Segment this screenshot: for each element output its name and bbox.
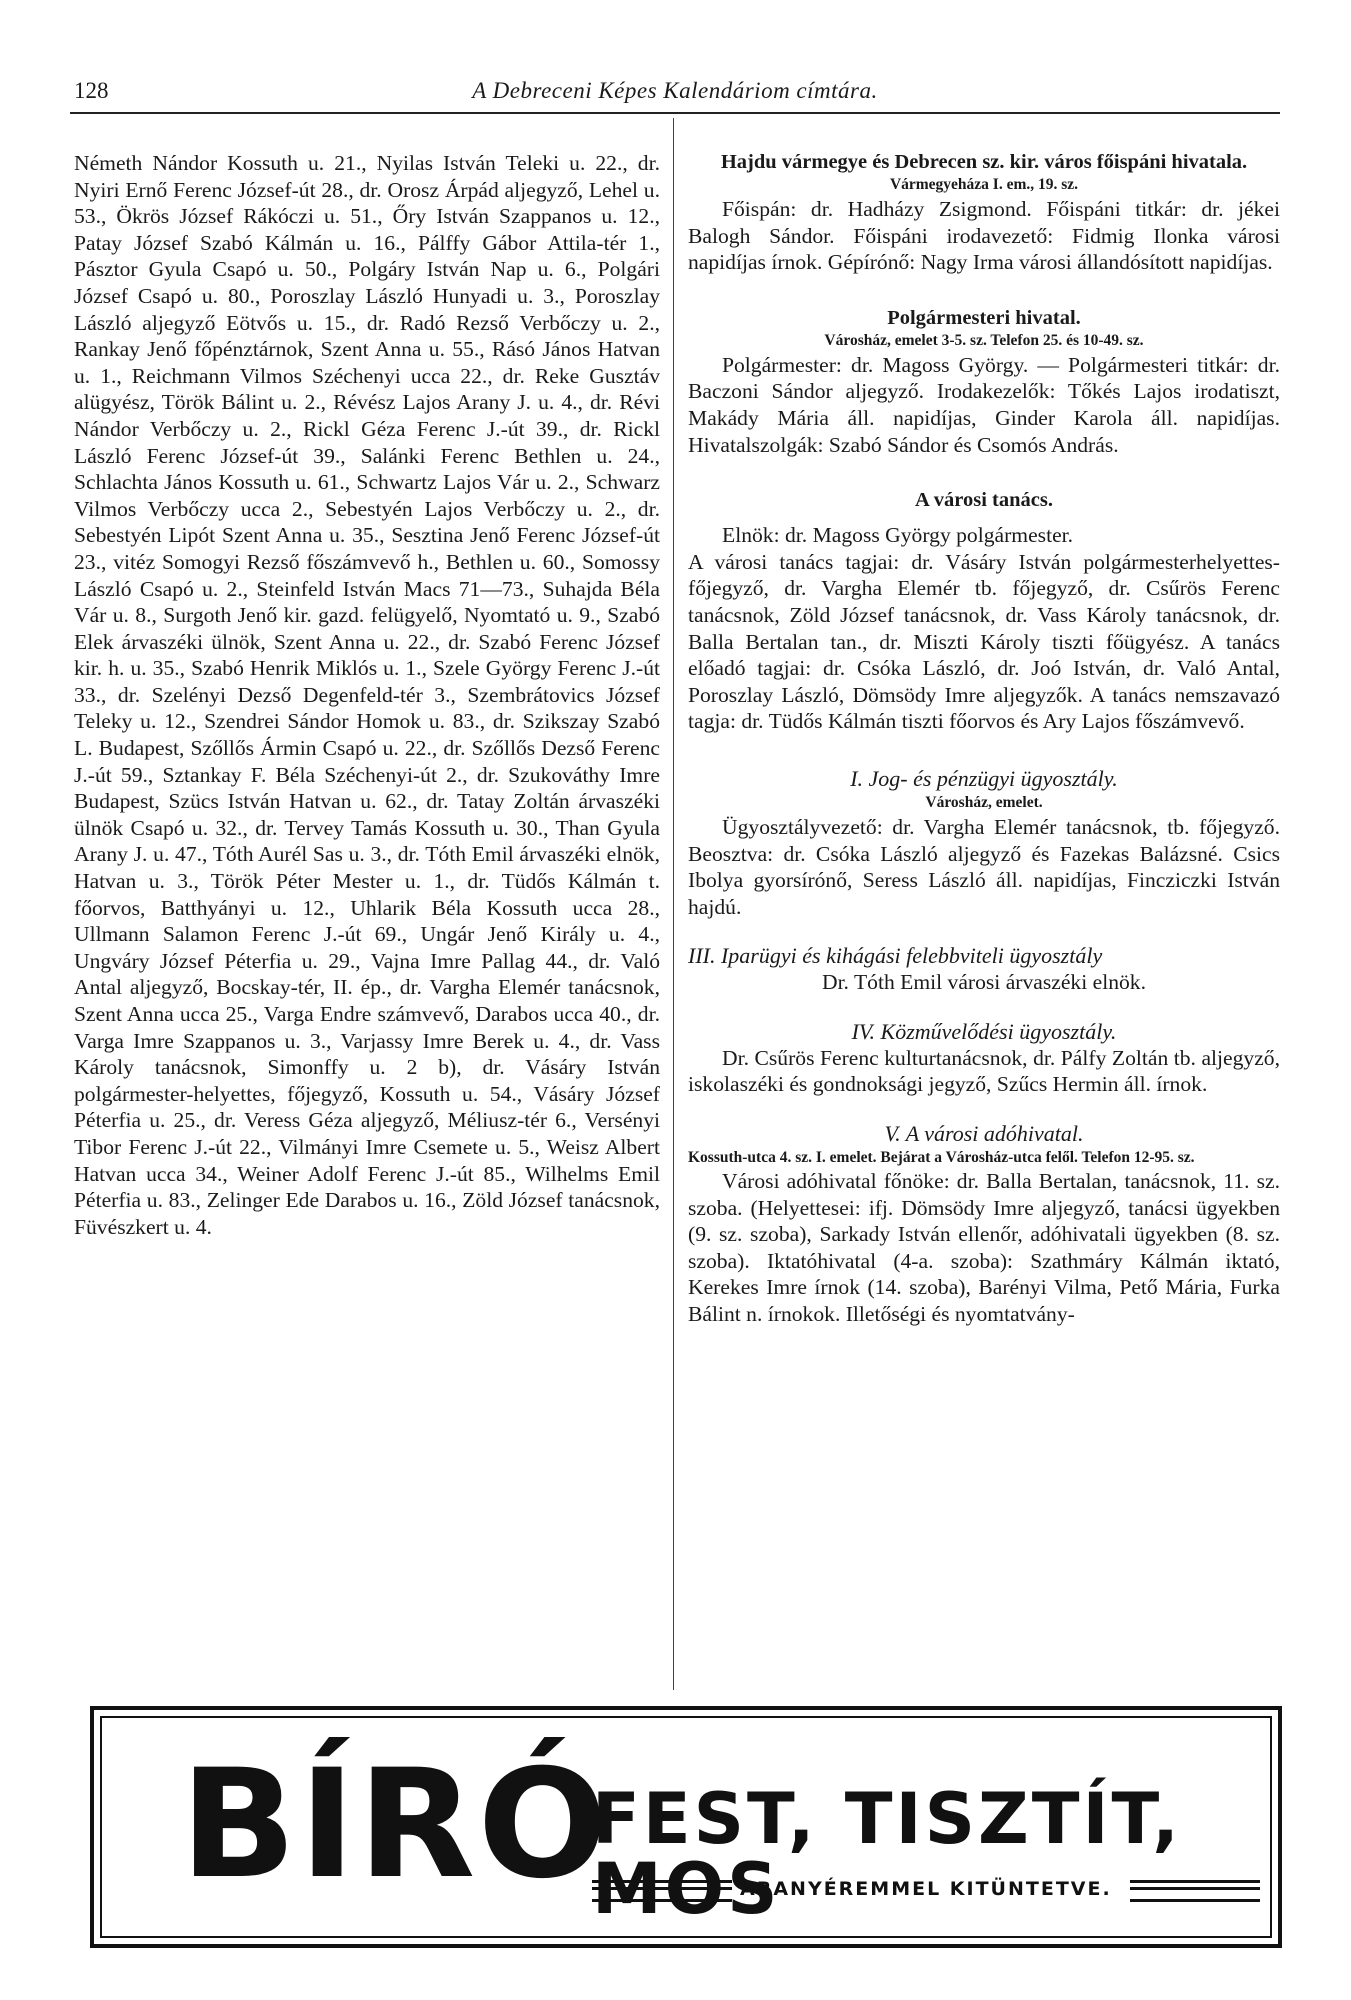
advertisement-box — [90, 1706, 1282, 1948]
section-polgarmesteri — [688, 306, 1280, 458]
section-title: Hajdu vármegye és Debrecen sz. kir. város főispáni hivatala. — [720, 151, 1248, 173]
directory-listing: Németh Nándor Kossuth u. 21., Nyilas István Teleki u. 22., dr. Nyiri Ernő Ferenc József-út 28., dr. Orosz Árpád aljegyző, Lehel u. 53., Ökrös József Rákóczi u. 51., Őry István Szappanos u. 12., Patay József Szabó Kálmán u. 16., Pálffy Gábor Attila-tér 1., Pásztor Gyula Csapó u. 50., Polgáry István Nap u. 6., Polgári József Csapó u. 80., Poroszlay László Hunyadi u. 3., Poroszlay László aljegyző Eötvős u. 15., dr. Radó Rezső Verbőczy u. 2., Rankay Jenő főpénztárnok, Szent Anna u. 55., Rásó János Hatvan u. 1., Reichmann Vilmos Széchenyi ucca 22., dr. Reke Gusztáv alügyész, Török Bálint u. 2., Révész Lajos Arany J. u. 4., dr. Révi Nándor Verbőczy u. 2., Rickl Géza Ferenc J.-út 39., dr. Rickl László Ferenc József-út 39., Salánki Ferenc Bethlen u. 24., Schlachta János Kossuth u. 61., Schwartz Lajos Vár u. 2., Schwarz Vilmos Verbőczy ucca 2., Sebestyén Lajos Verbőczy u. 2., dr. Sebestyén Lipót Szent Anna u. 35., Sesztina Jenő Ferenc József-út 23., vitéz Somogyi Rezső főszámvevő h., Bethlen u. 60., Somossy László Csapó u. 2., Steinfeld István Macs 71—73., Suhajda Béla Vár u. 8., Surgoth Jenő kir. gazd. felügyelő, Nyomtató u. 9., Szabó Elek árvaszéki ülnök, Szent Anna u. 22., dr. Szabó Ferenc József kir. h. u. 35., Szabó Henrik Miklós u. 1., Szele György Ferenc J.-út 33., dr. Szelényi Dezső Degenfeld-tér 3., Szembrátovics József Teleky u. 12., Szendrei Sándor Homok u. 83., dr. Szikszay Szabó L. Budapest, Szőllős Ármin Csapó u. 22., dr. Szőllős Dezső Ferenc J.-út 59., Sztankay F. Béla Széchenyi-út 2., dr. Szukováthy Imre Budapest, Szücs István Hatvan u. 62., dr. Tatay Zoltán árvaszéki ülnök Csapó u. 32., dr. Tervey Tamás Kossuth u. 30., Than Gyula Arany J. u. 47., Tóth Aurél Sas u. 3., dr. Tóth Emil árvaszéki elnök, Hatvan u. 3., Török Péter Mester u. 1., dr. Tüdős Kálmán t. főorvos, Batthyányi u. 12., Uhlarik Béla Kossuth ucca 28., Ullmann Salamon Ferenc J.-út 69., Ungár Jenő Király u. 4., Ungváry József Péterfia u. 29., Vajna Imre Pallag 44., dr. Való Antal aljegyző, Bocskay-tér, II. ép., dr. Vargha Elemér tanácsnok, Szent Anna ucca 25., Varga Endre számvevő, Darabos ucca 40., dr. Varga Imre Szappanos u. 3., Varjassy Imre Berek u. 4., dr. Vass Károly tanácsnok, Simonffy u. 2 b), dr. Vásáry István polgármester-helyettes, főjegyző, Kossuth u. 54., Vásáry József Péterfia u. 25., dr. Veress Géza aljegyző, Méliusz-tér 6., Versényi Tibor Ferenc J.-út 22., Vilmányi Imre Csemete u. 5., Weisz Albert Hatvan ucca 34., Weiner Adolf Ferenc J.-út 85., Wilhelms Emil Péterfia u. 83., Zelinger Ede Darabos u. 16., Zöld József tanácsnok, Füvészkert u. 4. — [74, 151, 660, 1239]
section-text: Polgármester: dr. Magoss György. — Polgármesteri titkár: dr. Baczoni Sándor aljegyző. Irodakezelők: Tőkés Lajos irodatiszt, Makády Mária áll. napidíjas, Ginder Karola áll. napidíjas. Hivatalszolgák: Szabó Sándor és Csomós András. — [688, 352, 1280, 457]
section-foispani — [688, 150, 1280, 276]
section-text: A városi tanács tagjai: dr. Vásáry István polgármesterhelyettes-főjegyző, dr. Vargha Elemér tb. főjegyző, dr. Csűrös Ferenc tanácsnok, Zöld József tanácsnok, dr. Vass Károly tanácsnok, dr. Balla Bertalan tan., dr. Miszti Károly tiszti főügyész. A tanács előadó tagjai: dr. Csóka László, dr. Joó István, dr. Való Antal, Poroszlay László, Dömsödy Imre aljegyzők. A tanács nemszavazó tagja: dr. Tüdős Kálmán tiszti főorvos és Ary Lajos főszámvevő. — [688, 549, 1280, 734]
section-title: I. Jog- és pénzügyi ügyosztály. — [850, 765, 1118, 791]
section-kozmuvelodesi — [688, 1018, 1280, 1098]
ad-slogan: FEST, TISZTÍT, MOS — [592, 1778, 1182, 1930]
right-column — [688, 150, 1280, 1328]
ad-rule-right — [1130, 1880, 1260, 1902]
section-title: IV. Közművelődési ügyosztály. — [851, 1018, 1117, 1044]
section-title: Polgármesteri hivatal. — [887, 306, 1081, 329]
page-number: 128 — [74, 78, 109, 103]
section-text: Ügyosztályvezető: dr. Vargha Elemér tanácsnok, tb. főjegyző. Beosztva: dr. Csóka László aljegyző és Fazekas Balázsné. Csics Ibolya gyorsírónő, Seress László áll. napidíjas, Fincziczki István hajdú. — [688, 814, 1280, 919]
section-text: Dr. Tóth Emil városi árvaszéki elnök. — [821, 970, 1147, 995]
section-tanacs — [688, 488, 1280, 735]
section-address: Vármegyeháza I. em., 19. sz. — [889, 176, 1079, 193]
section-text: Dr. Csűrös Ferenc kulturtanácsnok, dr. Pálfy Zoltán tb. aljegyző, iskolaszéki és gondnoksági jegyző, Szűcs Hermin áll. írnok. — [688, 1045, 1280, 1097]
ad-brand: BÍRÓ — [180, 1738, 610, 1912]
section-address: Kossuth-utca 4. sz. I. emelet. Bejárat a Városház-utca felől. Telefon 12-95. sz. — [688, 1149, 1195, 1167]
running-title: A Debreceni Képes Kalendáriom címtára. — [472, 78, 878, 103]
section-title: A városi tanács. — [914, 489, 1053, 512]
ad-rule-left — [592, 1880, 732, 1902]
section-adohivatal — [688, 1120, 1280, 1328]
section-text: Főispán: dr. Hadházy Zsigmond. Főispáni titkár: dr. jékei Balogh Sándor. Főispáni irodavezető: Fidmig Ilonka városi napidíjas írnok. Gépírónő: Nagy Irma városi állandósított napidíjas. — [688, 197, 1280, 275]
section-iparugyi — [688, 942, 1280, 996]
section-address: Városház, emelet. — [925, 793, 1043, 811]
section-title: III. Iparügyi és kihágási felebbviteli ügyosztály — [688, 943, 1103, 969]
section-jog — [688, 765, 1280, 920]
section-address: Városház, emelet 3-5. sz. Telefon 25. és 10-49. sz. — [824, 331, 1144, 349]
header-rule — [70, 112, 1280, 114]
column-divider — [673, 118, 674, 1690]
section-title: V. A városi adóhivatal. — [884, 1121, 1084, 1147]
section-text-lead: Elnök: dr. Magoss György polgármester. — [722, 523, 1074, 548]
ad-award: ARANYÉREMMEL KITÜNTETVE. — [740, 1878, 1112, 1900]
left-column — [74, 150, 660, 1240]
section-text: Városi adóhivatal főnöke: dr. Balla Bertalan, tanácsnok, 11. sz. szoba. (Helyettesei: ifj. Dömsödy Imre aljegyző, tanácsi ügyekben (9. sz. szoba), Sarkady István ellenőr, adóhivatali ügyekben (8. sz. szoba). Iktatóhivatal (4-a. szoba): Szathmáry Kálmán iktató, Kerekes Imre írnok (14. szoba), Barényi Vilma, Pető Mária, Furka Bálint n. írnokok. Illetőségi és nyomtatvány- — [688, 1169, 1280, 1327]
